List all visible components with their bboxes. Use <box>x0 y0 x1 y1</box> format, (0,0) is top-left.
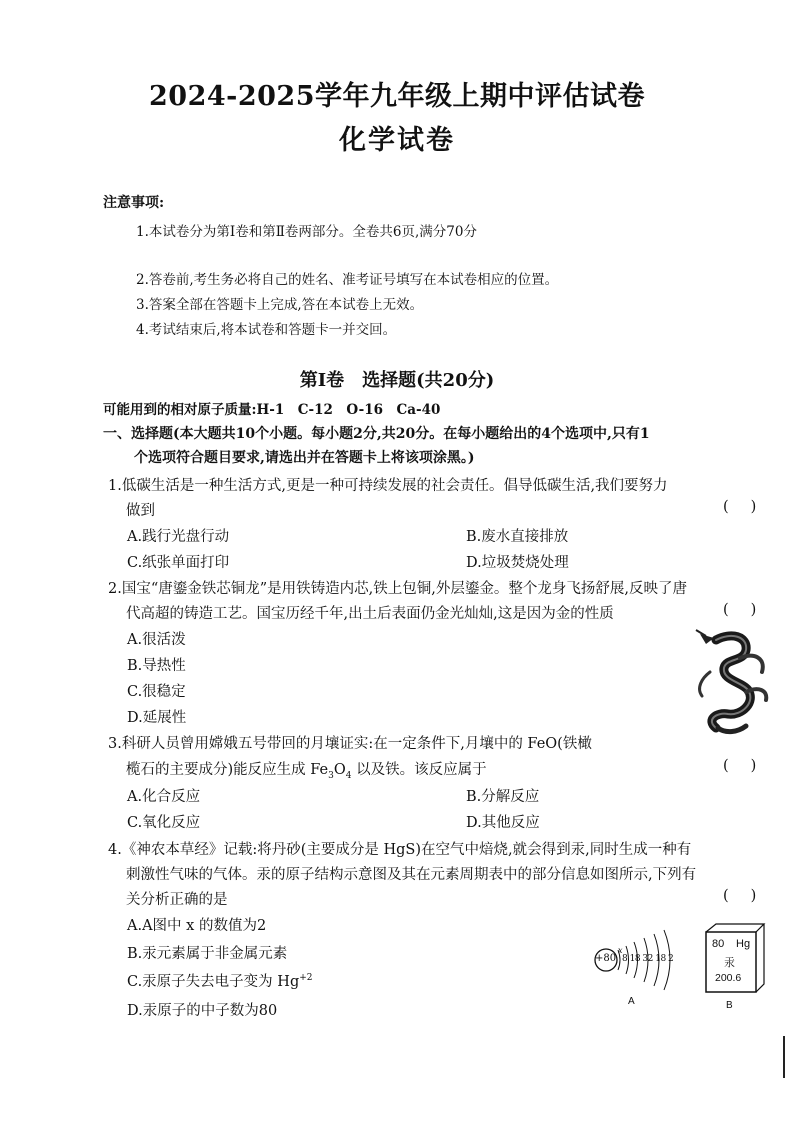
question-1-option-c: C.纸张单面打印 <box>127 555 230 571</box>
question-3-option-c: C.氧化反应 <box>127 815 201 831</box>
section-title: 第Ⅰ卷 选择题(共20分) <box>299 370 495 391</box>
element-number: 80 <box>712 938 725 950</box>
figure-b-caption: B <box>726 1000 733 1011</box>
question-2-option-c: C.很稳定 <box>127 684 186 700</box>
paper-title: 2024-2025学年九年级上期中评估试卷 <box>149 81 645 112</box>
notice-heading: 注意事项: <box>103 195 165 211</box>
question-4-option-a: A.A图中 x 的数值为2 <box>127 918 267 934</box>
notice-item-2: 2.答卷前,考生务必将自己的姓名、准考证号填写在本试卷相应的位置。 <box>136 272 559 288</box>
page-edge-mark <box>783 1036 785 1078</box>
element-cell-figure <box>704 922 766 994</box>
atom-shell-electrons: 8 18 32 18 2 <box>622 954 674 964</box>
atom-x-label: x <box>618 946 623 955</box>
notice-item-4: 4.考试结束后,将本试卷和答题卡一并交回。 <box>136 322 397 338</box>
question-3-line-2: 榄石的主要成分)能反应生成 $Fe_3O_4$ 以及铁。该反应属于 <box>126 762 487 781</box>
instructions-line-2: 个选项符合题目要求,请选出并在答题卡上将该项涂黑。) <box>134 450 475 466</box>
question-3-option-d: D.其他反应 <box>466 815 540 831</box>
question-2-option-a: A.很活泼 <box>127 632 186 648</box>
question-4-option-c: C.汞原子失去电子变为 $Hg^{+2}$ <box>127 973 313 990</box>
question-2-option-b: B.导热性 <box>127 658 186 674</box>
atom-nucleus-charge: +80 <box>595 953 617 964</box>
answer-paren: () <box>723 758 779 774</box>
question-4-line-3: 关分析正确的是 <box>126 892 228 908</box>
question-2-line-2: 代高超的铸造工艺。国宝历经千年,出土后表面仍金光灿灿,这是因为金的性质 <box>126 606 614 622</box>
question-1-option-d: D.垃圾焚烧处理 <box>466 555 569 571</box>
question-4-line-1: 4.《神农本草经》记载:将丹砂(主要成分是 HgS)在空气中焙烧,就会得到汞,同时生成一种有 <box>108 842 692 858</box>
figure-a-caption: A <box>628 996 635 1007</box>
notice-item-3: 3.答案全部在答题卡上完成,答在本试卷上无效。 <box>136 297 424 313</box>
question-1-option-b: B.废水直接排放 <box>466 529 569 545</box>
question-1-line-2: 做到 <box>126 503 155 519</box>
element-mass: 200.6 <box>715 972 742 984</box>
atomic-masses: 可能用到的相对原子质量:H-1 C-12 O-16 Ca-40 <box>103 402 441 418</box>
paper-subtitle: 化学试卷 <box>339 125 455 156</box>
question-3-line-1: 3.科研人员曾用嫦娥五号带回的月壤证实:在一定条件下,月壤中的 FeO(铁橄 <box>108 736 592 752</box>
answer-paren: () <box>723 888 779 904</box>
question-2-option-d: D.延展性 <box>127 710 187 726</box>
answer-paren: () <box>723 602 779 618</box>
question-1-line-1: 1.低碳生活是一种生活方式,更是一种可持续发展的社会责任。倡导低碳生活,我们要努力 <box>108 478 668 494</box>
question-3-option-b: B.分解反应 <box>466 789 540 805</box>
question-4-option-d: D.汞原子的中子数为80 <box>127 1003 278 1019</box>
dragon-sculpture-icon <box>676 628 776 738</box>
question-2-line-1: 2.国宝“唐鎏金铁芯铜龙”是用铁铸造内芯,铁上包铜,外层鎏金。整个龙身飞扬舒展,反映了唐 <box>108 581 687 597</box>
question-3-option-a: A.化合反应 <box>127 789 201 805</box>
notice-item-1: 1.本试卷分为第Ⅰ卷和第Ⅱ卷两部分。全卷共6页,满分70分 <box>136 224 477 240</box>
element-symbol: Hg <box>736 938 751 950</box>
question-4-line-2: 刺激性气味的气体。汞的原子结构示意图及其在元素周期表中的部分信息如图所示,下列有 <box>126 867 697 883</box>
element-name: 汞 <box>724 956 735 969</box>
question-1-option-a: A.践行光盘行动 <box>127 529 230 545</box>
answer-paren: () <box>723 499 779 515</box>
atom-structure-figure <box>588 928 698 1014</box>
instructions-line-1: 一、选择题(本大题共10个小题。每小题2分,共20分。在每小题给出的4个选项中,只有1 <box>103 426 650 442</box>
question-4-option-b: B.汞元素属于非金属元素 <box>127 946 288 962</box>
